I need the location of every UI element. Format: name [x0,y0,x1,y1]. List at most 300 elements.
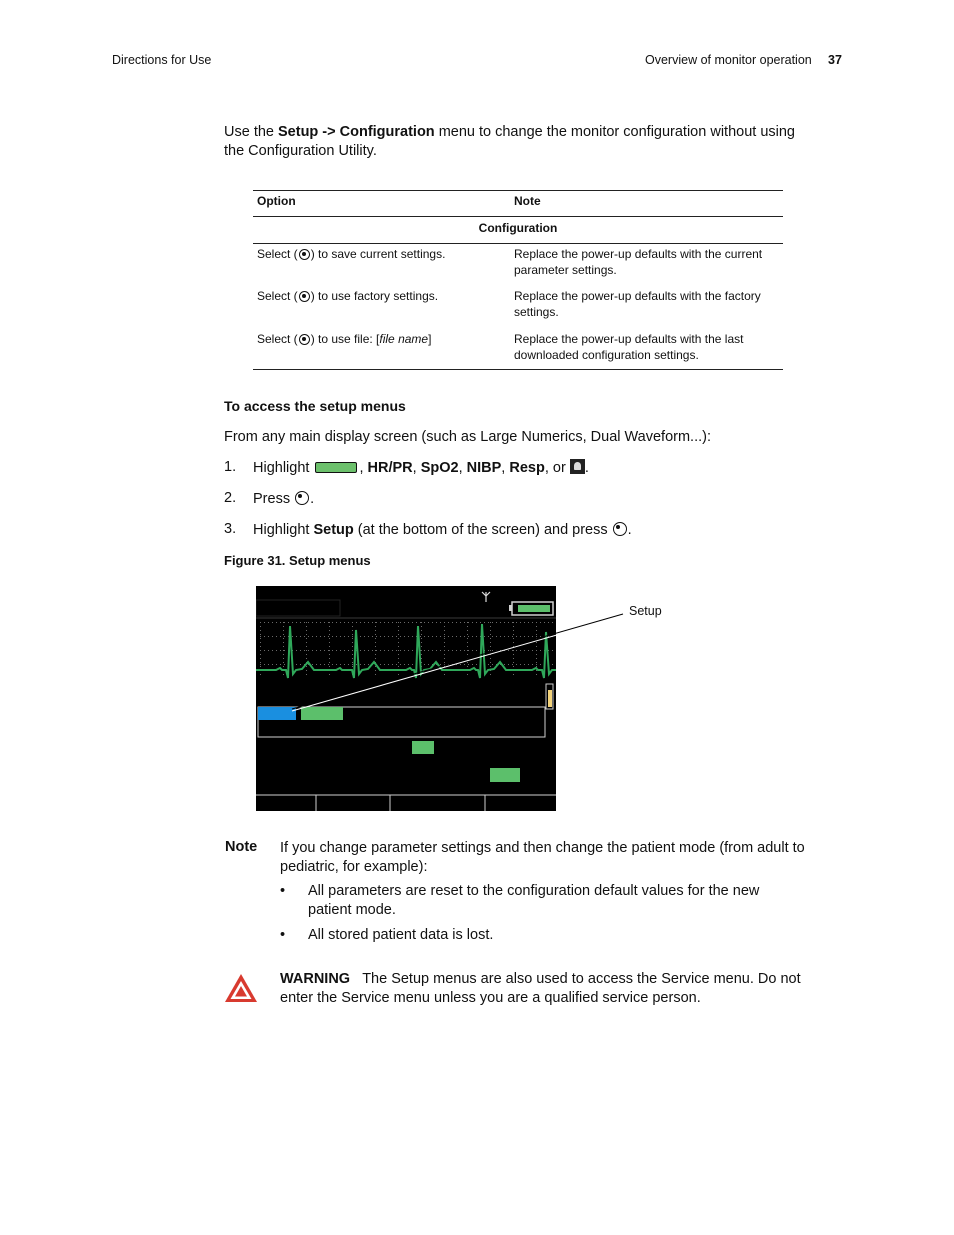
grid-dot [444,664,445,665]
grid-dot [448,636,449,637]
grid-dot [536,626,537,627]
grid-dot [484,622,485,623]
section-heading: To access the setup menus [224,398,406,414]
grid-dot [312,650,313,651]
grid-dot [400,650,401,651]
grid-dot [467,630,468,631]
grid-dot [456,664,457,665]
grid-dot [467,650,468,651]
grid-dot [375,622,376,623]
grid-dot [421,622,422,623]
grid-dot [308,650,309,651]
grid-dot [444,674,445,675]
grid-dot [332,636,333,637]
grid-dot [444,642,445,643]
grid-dot [421,638,422,639]
grid-dot [308,622,309,623]
table-top-rule [253,190,783,191]
grid-dot [375,626,376,627]
grid-dot [444,626,445,627]
grid-dot [372,636,373,637]
grid-dot [408,636,409,637]
grid-dot [352,638,353,639]
grid-dot [328,650,329,651]
grid-dot [300,622,301,623]
grid-dot [375,634,376,635]
grid-dot [264,636,265,637]
grid-dot [528,622,529,623]
grid-dot [283,674,284,675]
grid-dot [444,658,445,659]
grid-dot [444,630,445,631]
grid-dot [368,650,369,651]
grid-dot [490,658,491,659]
grid-dot [448,664,449,665]
grid-dot [396,622,397,623]
grid-dot [398,646,399,647]
grid-dot [336,622,337,623]
monitor-screen-graphic [256,586,556,811]
grid-dot [420,636,421,637]
select-button-icon [299,334,310,345]
grid-dot [368,636,369,637]
grid-dot [513,646,514,647]
menu-item-green [301,707,343,720]
grid-dot [536,662,537,663]
grid-dot [540,622,541,623]
grid-dot [513,626,514,627]
grid-dot [490,666,491,667]
grid-dot [352,664,353,665]
grid-dot [316,622,317,623]
grid-dot [488,636,489,637]
grid-dot [344,650,345,651]
grid-dot [532,650,533,651]
note-label: Note [225,839,258,855]
table-row-option: Select ( ) to use file: [file name] [257,332,432,346]
grid-dot [520,636,521,637]
grid-dot [292,622,293,623]
grid-dot [280,622,281,623]
grid-dot [272,636,273,637]
grid-dot [492,650,493,651]
grid-dot [380,650,381,651]
grid-dot [283,634,284,635]
grid-dot [508,636,509,637]
grid-dot [380,636,381,637]
grid-dot [284,622,285,623]
grid-dot [376,650,377,651]
grid-dot [516,664,517,665]
grid-dot [440,664,441,665]
bullet-marker: • [280,927,286,943]
step-number: 1. [224,459,237,475]
grid-dot [384,650,385,651]
grid-dot [508,664,509,665]
table-row-option: Select ( ) to use factory settings. [257,289,439,303]
grid-dot [421,634,422,635]
grid-dot [421,654,422,655]
grid-dot [306,654,307,655]
grid-dot [424,664,425,665]
grid-dot [260,630,261,631]
grid-dot [284,636,285,637]
grid-dot [420,622,421,623]
intro-paragraph [224,123,864,161]
grid-dot [260,654,261,655]
grid-dot [392,636,393,637]
grid-dot [467,638,468,639]
grid-dot [452,622,453,623]
grid-dot [424,622,425,623]
grid-dot [306,638,307,639]
grid-dot [436,622,437,623]
grid-dot [272,664,273,665]
grid-dot [329,626,330,627]
grid-dot [324,664,325,665]
grid-dot [272,622,273,623]
grid-dot [328,636,329,637]
grid-dot [300,650,301,651]
grid-dot [528,636,529,637]
grid-dot [508,650,509,651]
intro-line-1: Use the Setup -> Configuration menu to change the monitor configuration without using [224,124,795,140]
grid-dot [328,622,329,623]
grid-dot [360,650,361,651]
grid-dot [428,650,429,651]
grid-dot [340,636,341,637]
grid-dot [328,664,329,665]
grid-dot [490,634,491,635]
grid-dot [375,638,376,639]
grid-dot [490,638,491,639]
grid-dot [467,654,468,655]
grid-dot [516,650,517,651]
grid-dot [467,666,468,667]
select-button-icon [299,291,310,302]
grid-dot [283,654,284,655]
screen-battery-icon [509,602,553,615]
grid-dot [464,636,465,637]
grid-dot [292,636,293,637]
grid-dot [398,626,399,627]
grid-dot [513,674,514,675]
grid-dot [476,664,477,665]
grid-dot [352,642,353,643]
col-header-note: Note [514,194,541,208]
grid-dot [488,664,489,665]
select-button-icon [295,491,309,505]
grid-dot [536,654,537,655]
list-item: All parameters are reset to the configuration default values for the new patient mode. [308,883,760,918]
grid-dot [421,626,422,627]
grid-dot [512,664,513,665]
grid-dot [452,650,453,651]
grid-dot [472,622,473,623]
table-bottom-rule [253,369,783,370]
grid-dot [536,630,537,631]
grid-dot [320,622,321,623]
grid-dot [306,658,307,659]
grid-dot [283,662,284,663]
grid-dot [348,664,349,665]
grid-dot [428,664,429,665]
grid-dot [300,664,301,665]
grid-dot [398,650,399,651]
grid-dot [548,622,549,623]
grid-dot [304,636,305,637]
grid-dot [432,636,433,637]
grid-dot [344,636,345,637]
grid-dot [398,666,399,667]
grid-dot [280,650,281,651]
grid-dot [375,666,376,667]
grid-dot [329,650,330,651]
grid-dot [504,636,505,637]
note-text: If you change parameter settings and then change the patient mode (from adult to pediatric, for example): [280,840,805,875]
step-2: Press . [253,491,315,507]
grid-dot [492,622,493,623]
grid-dot [312,664,313,665]
grid-dot [316,636,317,637]
grid-dot [329,646,330,647]
grid-dot [384,636,385,637]
grid-dot [380,664,381,665]
grid-dot [380,622,381,623]
grid-dot [280,636,281,637]
grid-dot [306,666,307,667]
grid-dot [476,636,477,637]
grid-dot [496,622,497,623]
table-row-option: Select ( ) to save current settings. [257,247,446,261]
grid-dot [421,642,422,643]
grid-dot [375,670,376,671]
grid-dot [513,662,514,663]
grid-dot [336,650,337,651]
grid-dot [398,662,399,663]
grid-dot [404,664,405,665]
grid-dot [368,622,369,623]
grid-dot [536,622,537,623]
grid-dot [260,634,261,635]
grid-dot [312,636,313,637]
grid-dot [468,622,469,623]
grid-dot [352,650,353,651]
grid-dot [504,622,505,623]
grid-dot [400,636,401,637]
grid-dot [440,636,441,637]
grid-dot [452,636,453,637]
grid-dot [283,658,284,659]
grid-dot [284,650,285,651]
grid-dot [280,664,281,665]
grid-dot [467,674,468,675]
running-header-section: Overview of monitor operation [645,53,812,67]
grid-dot [444,650,445,651]
grid-dot [316,664,317,665]
grid-dot [452,664,453,665]
grid-dot [508,622,509,623]
grid-dot [316,650,317,651]
grid-dot [421,658,422,659]
grid-dot [476,650,477,651]
grid-dot [276,622,277,623]
grid-dot [276,650,277,651]
grid-dot [540,650,541,651]
grid-dot [490,674,491,675]
grid-dot [348,636,349,637]
grid-dot [332,664,333,665]
grid-dot [492,664,493,665]
grid-dot [392,622,393,623]
grid-dot [336,636,337,637]
grid-dot [428,622,429,623]
menu-item-green [490,768,520,782]
grid-dot [512,636,513,637]
grid-dot [276,636,277,637]
grid-dot [536,646,537,647]
callout-label-setup: Setup [629,604,662,618]
grid-dot [360,622,361,623]
grid-dot [520,664,521,665]
grid-dot [352,662,353,663]
grid-dot [264,650,265,651]
grid-dot [490,630,491,631]
grid-dot [520,650,521,651]
grid-dot [490,654,491,655]
grid-dot [396,650,397,651]
grid-dot [516,622,517,623]
grid-dot [360,664,361,665]
grid-dot [260,622,261,623]
grid-dot [536,638,537,639]
access-lead: From any main display screen (such as Large Numerics, Dual Waveform...): [224,429,711,445]
grid-dot [432,622,433,623]
grid-dot [329,662,330,663]
grid-dot [400,622,401,623]
grid-dot [352,658,353,659]
grid-dot [512,622,513,623]
grid-dot [398,638,399,639]
grid-dot [412,622,413,623]
grid-dot [460,664,461,665]
grid-dot [356,622,357,623]
grid-dot [513,634,514,635]
grid-dot [372,622,373,623]
grid-dot [260,650,261,651]
grid-dot [464,650,465,651]
grid-dot [260,662,261,663]
grid-dot [524,650,525,651]
grid-dot [513,654,514,655]
grid-dot [467,662,468,663]
grid-dot [352,654,353,655]
grid-dot [344,664,345,665]
table-group-configuration: Configuration [478,221,558,235]
warning-label: WARNING [280,971,351,987]
grid-dot [268,664,269,665]
grid-dot [467,626,468,627]
table-header-rule [253,216,783,217]
grid-dot [428,636,429,637]
figure-caption: Figure 31. Setup menus [224,553,371,568]
grid-dot [398,658,399,659]
grid-dot [376,622,377,623]
grid-dot [324,636,325,637]
grid-dot [352,626,353,627]
grid-dot [412,636,413,637]
grid-dot [412,664,413,665]
grid-dot [304,622,305,623]
grid-dot [421,646,422,647]
step-number: 3. [224,521,237,537]
grid-dot [516,636,517,637]
grid-dot [340,664,341,665]
grid-dot [375,646,376,647]
grid-dot [396,664,397,665]
grid-dot [283,626,284,627]
grid-dot [468,650,469,651]
grid-dot [332,622,333,623]
grid-dot [398,634,399,635]
step-3: Highlight Setup (at the bottom of the screen) and press . [253,522,632,538]
grid-dot [329,622,330,623]
grid-dot [308,636,309,637]
grid-dot [392,650,393,651]
grid-dot [260,674,261,675]
grid-dot [536,664,537,665]
grid-dot [432,650,433,651]
grid-dot [364,636,365,637]
grid-dot [396,636,397,637]
grid-dot [340,650,341,651]
grid-dot [336,664,337,665]
grid-dot [260,666,261,667]
grid-dot [536,650,537,651]
grid-dot [398,630,399,631]
monitor-screen [256,586,556,811]
grid-dot [306,630,307,631]
grid-dot [348,622,349,623]
grid-dot [552,636,553,637]
grid-dot [440,650,441,651]
grid-dot [472,636,473,637]
grid-dot [352,622,353,623]
setup-menu-item [258,707,296,720]
grid-dot [448,622,449,623]
grid-dot [375,658,376,659]
grid-dot [532,622,533,623]
grid-dot [412,650,413,651]
grid-dot [329,630,330,631]
grid-dot [388,636,389,637]
grid-dot [392,664,393,665]
grid-dot [490,642,491,643]
grid-dot [460,622,461,623]
grid-dot [352,634,353,635]
grid-dot [456,636,457,637]
grid-dot [388,650,389,651]
warning-text: WARNING The Setup menus are also used to access the Service menu. Do not enter the Service menu unless you are a qualified service person. [280,971,801,1006]
grid-dot [364,664,365,665]
grid-dot [300,636,301,637]
grid-dot [444,662,445,663]
grid-dot [484,636,485,637]
table-row-note: Replace the power-up defaults with the current parameter settings. [514,247,763,277]
grid-dot [348,650,349,651]
grid-dot [268,636,269,637]
patient-label-bar [256,600,340,616]
